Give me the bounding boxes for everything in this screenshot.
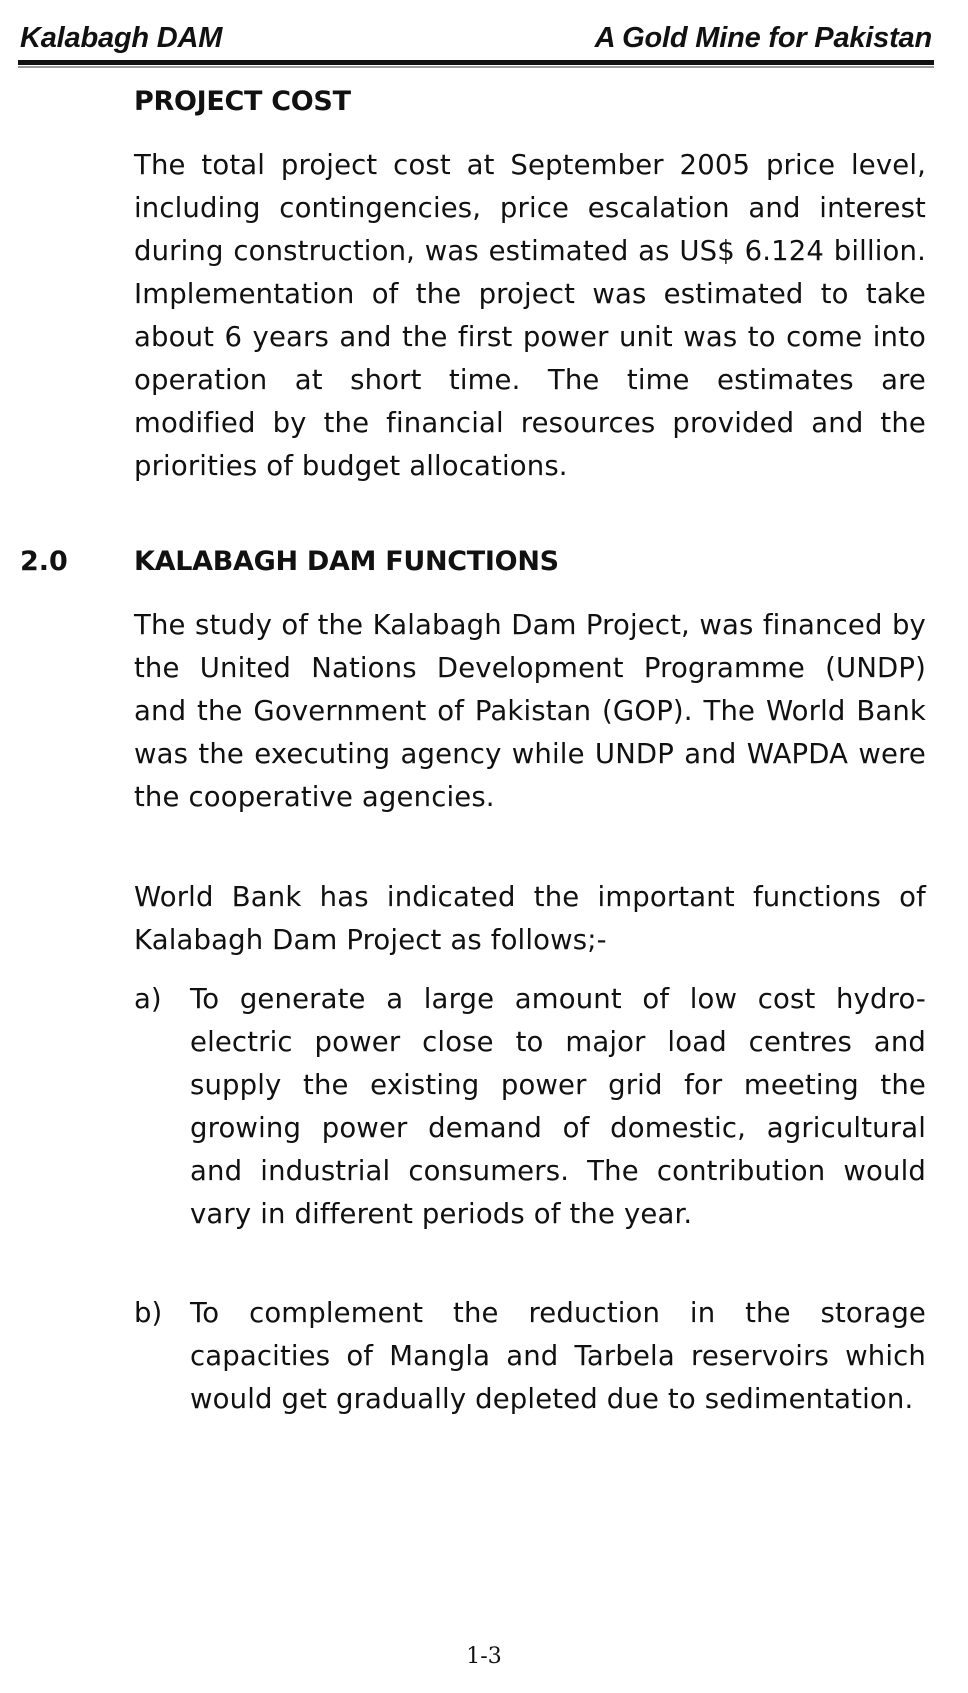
running-header (20, 18, 932, 58)
header-rule (18, 60, 934, 65)
section-number: 2.0 (20, 546, 68, 577)
list-item-text: To complement the reduction in the storage capacities of Mangla and Tarbela reservoirs which would get gradually depleted due to sedimentation. (190, 1297, 926, 1415)
list-item-text: To generate a large amount of low cost hydro-electric power close to major load centres and supply the existing power grid for meeting the growing power demand of domestic, agricultural and industrial consumers. The contribution would vary in different periods of the year. (190, 983, 926, 1230)
header-rule-shadow (18, 66, 934, 68)
list-marker: a) (134, 983, 162, 1015)
functions-paragraph-world-bank: World Bank has indicated the important functions of Kalabagh Dam Project as follows;- (134, 881, 926, 956)
project-cost-heading: PROJECT COST (134, 86, 351, 117)
list-marker: b) (134, 1297, 163, 1329)
functions-paragraph-study: The study of the Kalabagh Dam Project, was financed by the United Nations Development Programme (UNDP) and the Government of Pakistan (GOP). The World Bank was the executing agency while UNDP and WAPDA were the cooperative agencies. (134, 609, 926, 813)
header-document-title: Kalabagh DAM (20, 22, 223, 54)
functions-heading: KALABAGH DAM FUNCTIONS (134, 546, 559, 577)
page-number: 1-3 (466, 1644, 502, 1669)
project-cost-paragraph: The total project cost at September 2005 price level, including contingencies, price escalation and interest during construction, was estimated as US$ 6.124 billion. Implementation of the project was estimated to take about 6 years and the first power unit was to come into operation at short time. The time estimates are modified by the financial resources provided and the priorities of budget allocations. (134, 149, 926, 482)
header-document-subtitle: A Gold Mine for Pakistan (594, 22, 932, 54)
